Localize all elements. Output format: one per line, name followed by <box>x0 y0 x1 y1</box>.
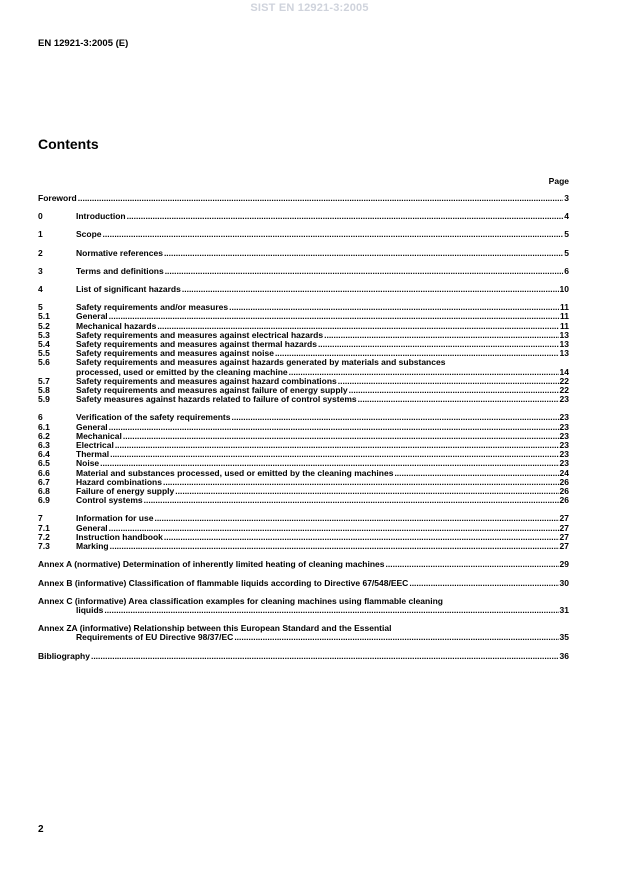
toc-page: 3 <box>564 193 569 203</box>
toc-page: 31 <box>559 604 569 615</box>
toc-number: 5.6 <box>38 357 50 368</box>
toc-entry-6[interactable] <box>38 413 569 422</box>
toc-page: 24 <box>559 467 569 478</box>
toc-title: Terms and definitions <box>76 265 164 276</box>
toc-number: 5.5 <box>38 348 50 359</box>
toc-title: Thermal <box>76 449 110 460</box>
toc-page: 11 <box>560 311 569 322</box>
toc-title: Annex A (normative) Determination of inherently limited heating of cleaning machines <box>38 559 385 570</box>
toc-title-continued: liquids <box>76 604 104 615</box>
toc-title: Instruction handbook <box>76 531 163 542</box>
toc-number: 6 <box>38 412 43 423</box>
toc-page: 23 <box>559 412 569 423</box>
toc-entry-0[interactable] <box>38 212 569 221</box>
toc-number: 3 <box>38 265 43 276</box>
toc-number: 7.1 <box>38 522 50 533</box>
toc-title: Safety measures against hazards related to failure of control systems <box>76 394 357 405</box>
toc-page: 30 <box>559 577 569 588</box>
page-title: Contents <box>38 136 99 152</box>
toc-title: Verification of the safety requirements <box>76 412 231 423</box>
toc-title-continued: Requirements of EU Directive 98/37/EC <box>76 632 234 643</box>
page-column-label: Page <box>548 176 569 186</box>
toc-title: Introduction <box>76 211 126 222</box>
toc-title: Annex C (informative) Area classification examples for cleaning machines using flammable cleaning <box>38 595 443 606</box>
toc-page: 23 <box>559 394 569 405</box>
toc-title: Safety requirements and measures against electrical hazards <box>76 329 324 340</box>
toc-title: Safety requirements and/or measures <box>76 302 229 313</box>
toc-title: Annex B (informative) Classification of flammable liquids according to Directive 67/548/EEC <box>38 577 409 588</box>
toc-page: 27 <box>559 531 569 542</box>
toc-title: Control systems <box>76 495 143 506</box>
toc-entry-7-2[interactable] <box>38 533 569 542</box>
toc-title: Safety requirements and measures against failure of energy supply <box>76 385 348 396</box>
toc-page: 26 <box>559 495 569 506</box>
toc-title: Mechanical hazards <box>76 320 157 331</box>
toc-number: 6.4 <box>38 449 50 460</box>
toc-title: Foreword <box>38 193 77 203</box>
toc-entry-bibliography[interactable] <box>38 652 569 661</box>
toc-page: 27 <box>559 513 569 524</box>
toc-number: 6.9 <box>38 495 50 506</box>
toc-number: 6.8 <box>38 486 50 497</box>
toc-page: 5 <box>564 229 569 240</box>
toc-title: General <box>76 421 108 432</box>
toc-title: Noise <box>76 458 100 469</box>
toc-page: 11 <box>560 302 569 313</box>
toc-page: 10 <box>559 284 569 295</box>
toc-number: 5.1 <box>38 311 50 322</box>
toc-title: Information for use <box>76 513 154 524</box>
toc-page: 27 <box>559 541 569 552</box>
toc-number: 6.2 <box>38 430 50 441</box>
toc-number: 7 <box>38 513 43 524</box>
toc-page: 36 <box>559 650 569 661</box>
toc-page: 23 <box>559 440 569 451</box>
toc-title: Failure of energy supply <box>76 486 175 497</box>
toc-number: 6.6 <box>38 467 50 478</box>
toc-page: 23 <box>559 449 569 460</box>
toc-title: Normative references <box>76 247 163 258</box>
toc-title: Safety requirements and measures against hazard combinations <box>76 375 337 386</box>
toc-page: 13 <box>559 348 569 359</box>
toc-number: 1 <box>38 229 43 240</box>
toc-number: 5.9 <box>38 394 50 405</box>
toc-page: 27 <box>559 522 569 533</box>
toc-entry-2[interactable] <box>38 249 569 258</box>
toc-entry-3[interactable] <box>38 267 569 276</box>
toc-title: Annex ZA (informative) Relationship between this European Standard and the Essential <box>38 623 392 634</box>
toc-page: 4 <box>564 211 569 222</box>
toc-entry-7-3[interactable] <box>38 542 569 551</box>
toc-number: 6.5 <box>38 458 50 469</box>
toc-page: 26 <box>559 476 569 487</box>
toc-entry-foreword[interactable] <box>38 194 569 203</box>
toc-entry-6-2[interactable] <box>38 432 569 441</box>
toc-page: 22 <box>559 385 569 396</box>
toc-title: Marking <box>76 541 109 552</box>
toc-title: General <box>76 522 108 533</box>
table-of-contents <box>38 194 569 661</box>
toc-number: 0 <box>38 211 43 222</box>
toc-entry-annex-a[interactable] <box>38 560 569 569</box>
toc-title: General <box>76 311 108 322</box>
toc-entry-6-9[interactable] <box>38 496 569 505</box>
toc-number: 6.7 <box>38 476 50 487</box>
toc-title: Hazard combinations <box>76 476 162 487</box>
toc-entry-6-3[interactable] <box>38 441 569 450</box>
toc-title: Electrical <box>76 440 114 451</box>
toc-page: 23 <box>559 430 569 441</box>
watermark: SIST EN 12921-3:2005 <box>250 2 369 14</box>
toc-page: 5 <box>564 247 569 258</box>
toc-number: 6.1 <box>38 421 50 432</box>
toc-title-continued: processed, used or emitted by the cleaning machine <box>76 366 288 377</box>
toc-entry-6-4[interactable] <box>38 450 569 459</box>
toc-page: 23 <box>559 458 569 469</box>
toc-page: 22 <box>559 375 569 386</box>
page-number: 2 <box>38 824 44 835</box>
toc-number: 5.3 <box>38 329 50 340</box>
toc-page: 6 <box>564 265 569 276</box>
toc-page: 35 <box>559 632 569 643</box>
toc-entry-5-9[interactable] <box>38 395 569 404</box>
toc-number: 5.7 <box>38 375 50 386</box>
toc-title: Material and substances processed, used or emitted by the cleaning machines <box>76 467 394 478</box>
toc-entry-annex-b[interactable] <box>38 579 569 588</box>
toc-number: 6.3 <box>38 440 50 451</box>
toc-number: 5 <box>38 302 43 313</box>
toc-number: 5.2 <box>38 320 50 331</box>
toc-number: 5.4 <box>38 339 50 350</box>
toc-title: Scope <box>76 229 102 240</box>
toc-title: Safety requirements and measures against thermal hazards <box>76 339 317 350</box>
toc-page: 29 <box>559 559 569 570</box>
toc-entry-5-6[interactable] <box>38 358 569 376</box>
toc-number: 5.8 <box>38 385 50 396</box>
toc-entry-1[interactable] <box>38 230 569 239</box>
toc-number: 4 <box>38 284 43 295</box>
toc-title: Safety requirements and measures against noise <box>76 348 274 359</box>
toc-entry-5[interactable] <box>38 303 569 312</box>
toc-number: 2 <box>38 247 43 258</box>
toc-number: 7.3 <box>38 541 50 552</box>
toc-page: 26 <box>559 486 569 497</box>
toc-page: 11 <box>560 320 569 331</box>
toc-title: List of significant hazards <box>76 284 181 295</box>
document-id: EN 12921-3:2005 (E) <box>38 38 129 49</box>
toc-page: 14 <box>559 366 569 377</box>
toc-title: Bibliography <box>38 650 90 661</box>
toc-entry-annex-c[interactable] <box>38 597 569 615</box>
toc-title: Mechanical <box>76 430 122 441</box>
toc-page: 13 <box>559 339 569 350</box>
toc-number: 7.2 <box>38 531 50 542</box>
toc-page: 23 <box>559 421 569 432</box>
toc-entry-7[interactable] <box>38 514 569 523</box>
toc-page: 13 <box>559 329 569 340</box>
toc-entry-4[interactable] <box>38 285 569 294</box>
toc-title: Safety requirements and measures against hazards generated by materials and substances <box>76 357 446 368</box>
toc-entry-annex-za[interactable] <box>38 624 569 642</box>
